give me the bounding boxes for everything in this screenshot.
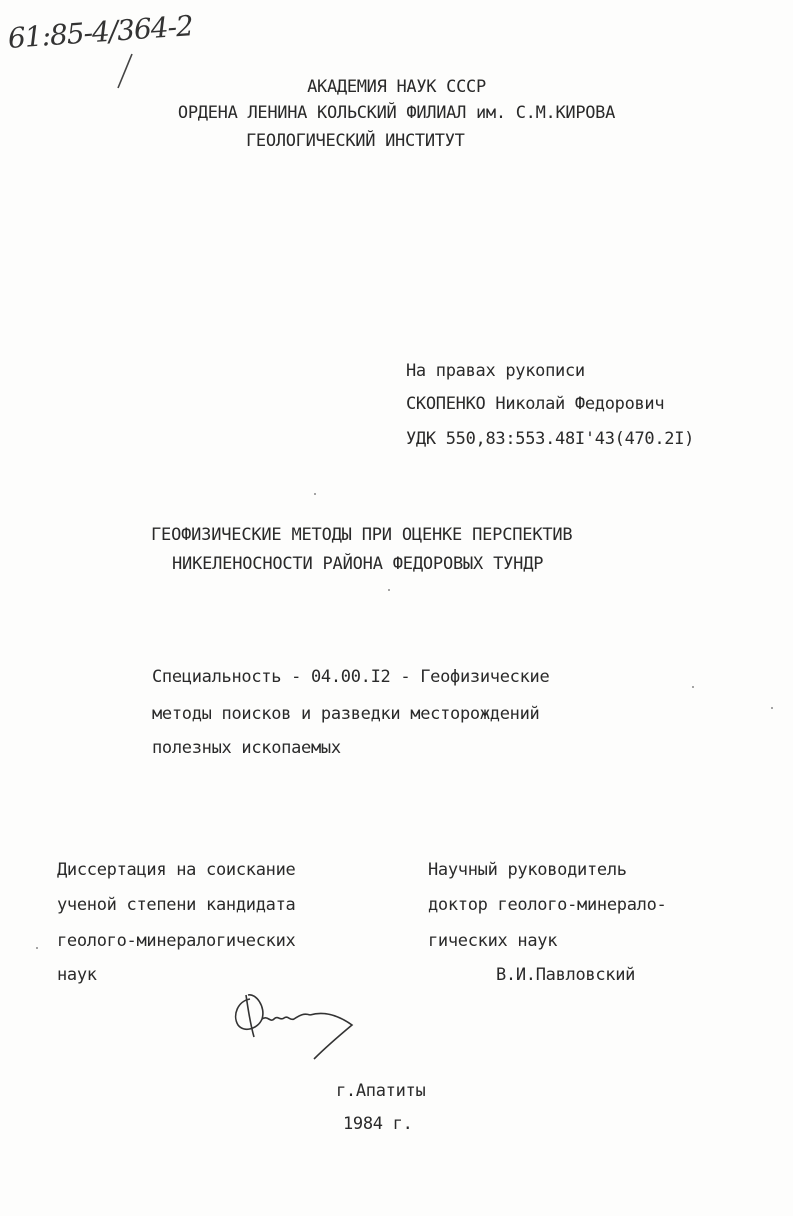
scan-speck (36, 947, 38, 949)
header-institute: ГЕОЛОГИЧЕСКИЙ ИНСТИТУТ (246, 131, 465, 151)
manuscript-rights: На правах рукописи (406, 361, 585, 381)
dissertation-line-3: геолого-минералогических (57, 931, 296, 951)
scan-speck (388, 589, 390, 591)
header-academy: АКАДЕМИЯ НАУК СССР (307, 77, 486, 97)
supervisor-name: В.И.Павловский (496, 965, 636, 985)
dissertation-line-1: Диссертация на соискание (57, 860, 296, 880)
scan-speck (771, 707, 773, 709)
footer-city: г.Апатиты (336, 1081, 426, 1101)
dissertation-line-2: ученой степени кандидата (57, 895, 296, 915)
scan-speck (692, 686, 694, 688)
title-line-2: НИКЕЛЕНОСНОСТИ РАЙОНА ФЕДОРОВЫХ ТУНДР (172, 554, 544, 574)
supervisor-line-1: Научный руководитель (428, 860, 627, 880)
signature (228, 985, 358, 1065)
dissertation-line-4: наук (57, 965, 97, 985)
footer-year: 1984 г. (343, 1114, 413, 1134)
supervisor-line-3: гических наук (428, 931, 558, 951)
specialty-line-3: полезных ископаемых (152, 738, 341, 758)
supervisor-line-2: доктор геолого-минерало- (428, 895, 667, 915)
header-branch: ОРДЕНА ЛЕНИНА КОЛЬСКИЙ ФИЛИАЛ им. С.М.КИРОВА (177, 103, 616, 123)
author-name: СКОПЕНКО Николай Федорович (406, 394, 665, 414)
archive-code-handwritten: 61:85-4/364-2 (6, 9, 194, 55)
title-line-1: ГЕОФИЗИЧЕСКИЕ МЕТОДЫ ПРИ ОЦЕНКЕ ПЕРСПЕКТИВ (151, 525, 573, 545)
scan-speck (314, 493, 316, 495)
specialty-line-1: Специальность - 04.00.I2 - Геофизические (152, 667, 550, 687)
udc-code: УДК 550,83:553.48I'43(470.2I) (406, 429, 695, 449)
specialty-line-2: методы поисков и разведки месторождений (152, 704, 540, 724)
